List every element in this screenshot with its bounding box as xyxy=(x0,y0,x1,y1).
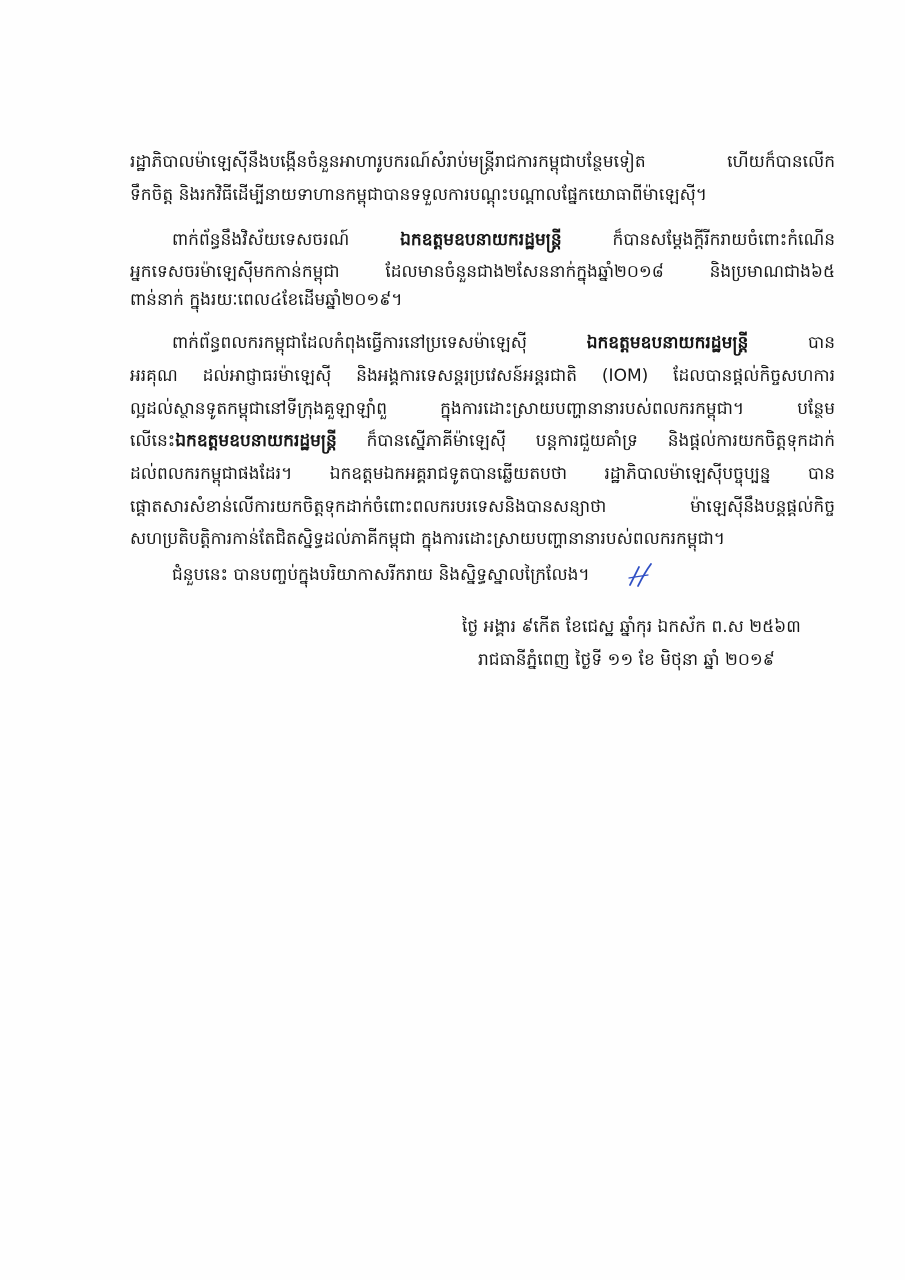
text-segment: ក៏បានសម្តែងក្តីរីករាយចំពោះកំណើន xyxy=(561,230,835,250)
paragraph-3-line-7 xyxy=(130,526,835,552)
paragraph-2-line-2 xyxy=(130,259,835,285)
text-segment: សហប្រតិបត្តិការកាន់តែជិតស្និទ្ធដល់ភាគីកម្ពុជា ក្នុងការដោះស្រាយបញ្ហានានារបស់ពលករកម្ពុជា។ xyxy=(130,529,726,549)
paragraph-1-line-2 xyxy=(130,182,835,208)
text-segment: បាន xyxy=(748,333,835,353)
solar-date-text: រាជធានីភ្នំពេញ ថ្ងៃទី ១១ ខែ មិថុនា ឆ្នាំ ២០១៩ xyxy=(478,650,775,670)
text-segment: អរគុណ ដល់អាជ្ញាធរម៉ាឡេស៊ី និងអង្គការទេសន្តរប្រវេសន៍អន្តរជាតិ (IOM) ដែលបានផ្តល់កិច្ចសហការ xyxy=(130,366,835,386)
paragraph-3-line-5 xyxy=(130,461,835,487)
bold-title-deputy-prime-minister: ឯកឧត្តមឧបនាយករដ្ឋមន្ត្រី xyxy=(400,230,562,250)
paragraph-3-line-1 xyxy=(172,330,835,356)
text-segment: ទឹកចិត្ត និងរកវិធីដើម្បីនាយទាហានកម្ពុជាបានទទួលការបណ្តុះបណ្តាលផ្នែកយោធាពីម៉ាឡេស៊ី។ xyxy=(130,185,707,205)
paragraph-3-line-3 xyxy=(130,396,835,422)
text-segment: ជំនួបនេះ បានបញ្ចប់ក្នុងបរិយាកាសរីករាយ និងស្និទ្ធស្នាលក្រៃលែង។ xyxy=(172,565,590,585)
paragraph-3-line-6 xyxy=(130,494,835,520)
handwritten-initial-mark xyxy=(627,562,655,588)
text-segment: ពាន់នាក់ ក្នុងរយៈពេល៤ខែដើមឆ្នាំ២០១៩។ xyxy=(130,290,403,310)
text-segment: លើនេះ xyxy=(130,431,176,451)
text-segment: អ្នកទេសចរម៉ាឡេស៊ីមកកាន់កម្ពុជា ដែលមានចំនួនជាង២សែននាក់ក្នុងឆ្នាំ២០១៨ និងប្រមាណជាង៦៥ xyxy=(130,262,835,282)
lunar-date-text: ថ្ងៃ អង្គារ ៩កើត ខែជេស្ឋ ឆ្នាំកុរ ឯកស័ក ព.ស ២៥៦៣ xyxy=(462,617,801,637)
paragraph-4-line-1 xyxy=(172,562,624,588)
text-segment: រដ្ឋាភិបាលម៉ាឡេស៊ីនឹងបង្កើនចំនួនអាហារូបករណ៍សំរាប់មន្ត្រីរាជការកម្ពុជាបន្ថែមទៀត ហើយក៏បានលើក xyxy=(130,152,835,172)
text-segment: ក៏បានស្នើភាគីម៉ាឡេស៊ី បន្តការជួយគាំទ្រ និងផ្តល់ការយកចិត្តទុកដាក់ xyxy=(336,431,835,451)
paragraph-2-line-1 xyxy=(172,227,835,253)
text-segment: ដល់ពលករកម្ពុជាផងដែរ។ ឯកឧត្តមឯកអគ្គរាជទូតបានឆ្លើយតបថា រដ្ឋាភិបាលម៉ាឡេស៊ីបច្ចុប្បន្ន បាន xyxy=(130,464,835,484)
text-segment: ផ្តោតសារសំខាន់លើការយកចិត្តទុកដាក់ចំពោះពលករបរទេសនិងបានសន្យាថា ម៉ាឡេស៊ីនឹងបន្តផ្តល់កិច្ច xyxy=(130,497,835,517)
solar-date-line xyxy=(478,647,818,673)
bold-title-deputy-prime-minister: ឯកឧត្តមឧបនាយករដ្ឋមន្ត្រី xyxy=(586,333,749,353)
paragraph-3-line-2 xyxy=(130,363,835,389)
paragraph-3-line-4 xyxy=(130,428,835,454)
bold-title-deputy-prime-minister: ឯកឧត្តមឧបនាយករដ្ឋមន្ត្រី xyxy=(175,431,337,451)
paragraph-1-line-1 xyxy=(130,149,835,175)
paragraph-2-line-3 xyxy=(130,287,835,313)
text-segment: ល្អដល់ស្ថានទូតកម្ពុជានៅទីក្រុងគួឡាឡាំពួ ក្នុងការដោះស្រាយបញ្ហានានារបស់ពលករកម្ពុជា។ បន្ថែម xyxy=(130,399,835,419)
lunar-date-line xyxy=(462,614,837,640)
text-segment: ពាក់ព័ន្ធពលករកម្ពុជាដែលកំពុងធ្វើការនៅប្រទេសម៉ាឡេស៊ី xyxy=(172,333,587,353)
text-segment: ពាក់ព័ន្ធនឹងវិស័យទេសចរណ៍ xyxy=(172,230,401,250)
